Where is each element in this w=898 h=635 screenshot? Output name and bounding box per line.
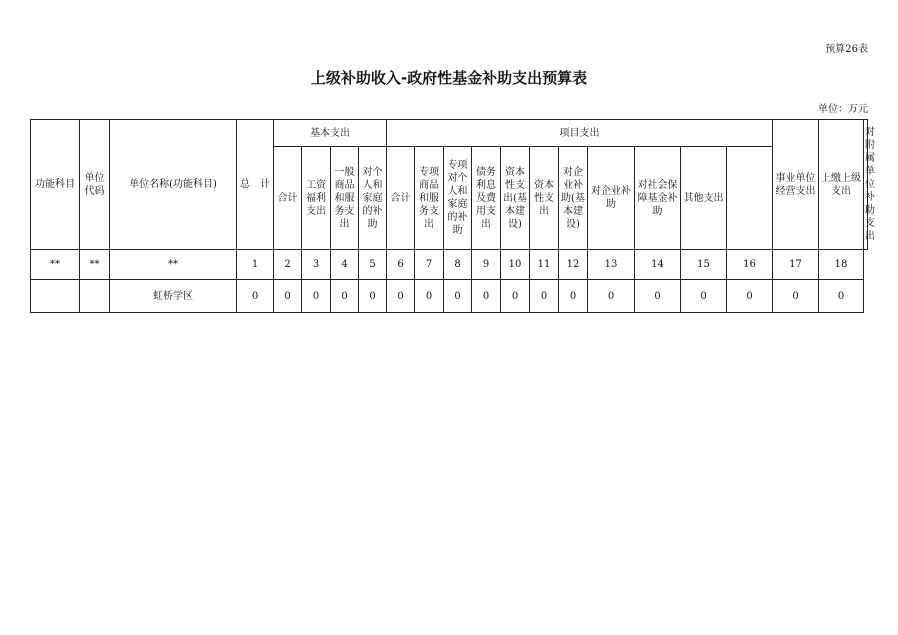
budget-table bbox=[30, 119, 876, 313]
cell-value: 0 bbox=[635, 280, 681, 313]
table-row bbox=[31, 280, 868, 313]
column-index-cell: 17 bbox=[773, 250, 819, 280]
cell-func-subject bbox=[31, 280, 80, 313]
header-func-subject: 功能科目 bbox=[31, 120, 80, 250]
header-unit-name: 单位名称(功能科目) bbox=[110, 120, 237, 250]
header-goods-services: 一般商品和服务支出 bbox=[331, 147, 359, 250]
header-salary: 工资福利支出 bbox=[302, 147, 331, 250]
column-index-cell: 12 bbox=[559, 250, 588, 280]
header-proj-sum: 合计 bbox=[387, 147, 415, 250]
column-index-cell: 4 bbox=[331, 250, 359, 280]
cell-unit-name: 虹桥学区 bbox=[110, 280, 237, 313]
cell-value: 0 bbox=[530, 280, 559, 313]
header-social-security: 对社会保障基金补助 bbox=[635, 147, 681, 250]
header-other: 其他支出 bbox=[681, 147, 727, 250]
cell-value: 0 bbox=[501, 280, 530, 313]
column-index-cell: 2 bbox=[274, 250, 302, 280]
header-capital: 资本性支出 bbox=[530, 147, 559, 250]
column-index-cell: 10 bbox=[501, 250, 530, 280]
header-enterprise-infra: 对企业补助(基本建设) bbox=[559, 147, 588, 250]
column-index-cell: 7 bbox=[415, 250, 444, 280]
column-index-cell: 9 bbox=[472, 250, 501, 280]
column-index-cell: 3 bbox=[302, 250, 331, 280]
cell-value: 0 bbox=[472, 280, 501, 313]
column-index-cell: ** bbox=[80, 250, 110, 280]
header-row-group bbox=[31, 120, 868, 147]
cell-value: 0 bbox=[274, 280, 302, 313]
cell-value: 0 bbox=[359, 280, 387, 313]
header-unit-code: 单位代码 bbox=[80, 120, 110, 250]
column-index-cell: 13 bbox=[588, 250, 635, 280]
cell-value: 0 bbox=[415, 280, 444, 313]
column-index-cell: 5 bbox=[359, 250, 387, 280]
header-special-goods: 专项商品和服务支出 bbox=[415, 147, 444, 250]
cell-value: 0 bbox=[681, 280, 727, 313]
cell-value: 0 bbox=[588, 280, 635, 313]
cell-value: 0 bbox=[819, 280, 864, 313]
column-index-cell: 18 bbox=[819, 250, 864, 280]
cell-value: 0 bbox=[387, 280, 415, 313]
cell-value: 0 bbox=[773, 280, 819, 313]
header-project-group: 项目支出 bbox=[387, 120, 773, 147]
column-index-cell: 6 bbox=[387, 250, 415, 280]
header-subsidiary: 对附属单位补助支出 bbox=[864, 120, 868, 250]
cell-value: 0 bbox=[302, 280, 331, 313]
page-title: 上级补助收入-政府性基金补助支出预算表 bbox=[310, 69, 588, 87]
cell-value: 0 bbox=[559, 280, 588, 313]
header-business-unit: 事业单位经营支出 bbox=[773, 120, 819, 250]
header-personal-family: 对个人和家庭的补助 bbox=[359, 147, 387, 250]
column-index-row bbox=[31, 250, 868, 280]
cell-value: 0 bbox=[444, 280, 472, 313]
column-index-cell: 11 bbox=[530, 250, 559, 280]
column-index-cell: 1 bbox=[237, 250, 274, 280]
header-enterprise: 对企业补助 bbox=[588, 147, 635, 250]
form-number: 预算26表 bbox=[825, 44, 868, 55]
column-index-cell: ** bbox=[110, 250, 237, 280]
column-index-cell: ** bbox=[31, 250, 80, 280]
header-total: 总 计 bbox=[237, 120, 274, 250]
header-basic-group: 基本支出 bbox=[274, 120, 387, 147]
header-capital-infra: 资本性支出(基本建设) bbox=[501, 147, 530, 250]
header-upper-payment: 上缴上级支出 bbox=[819, 120, 864, 250]
column-index-cell: 15 bbox=[681, 250, 727, 280]
header-debt-interest: 债务利息及费用支出 bbox=[472, 147, 501, 250]
column-index-cell: 8 bbox=[444, 250, 472, 280]
header-proj-personal: 专项对个人和家庭的补助 bbox=[444, 147, 472, 250]
unit-label: 单位：万元 bbox=[818, 104, 868, 115]
column-index-cell: 16 bbox=[727, 250, 773, 280]
cell-value: 0 bbox=[331, 280, 359, 313]
cell-value: 0 bbox=[237, 280, 274, 313]
cell-unit-code bbox=[80, 280, 110, 313]
header-basic-sum: 合计 bbox=[274, 147, 302, 250]
cell-value: 0 bbox=[727, 280, 773, 313]
column-index-cell: 14 bbox=[635, 250, 681, 280]
